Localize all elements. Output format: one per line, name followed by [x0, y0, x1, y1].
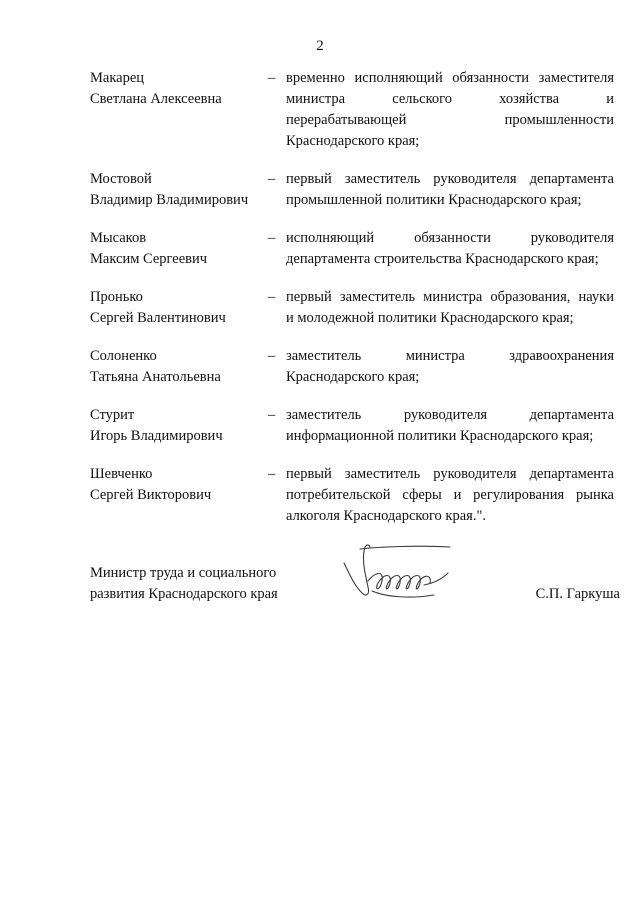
person-name: [90, 228, 268, 270]
position-description: [286, 287, 614, 329]
handwritten-signature: [338, 541, 468, 607]
position-line: департамента строительства Краснодарского края;: [286, 251, 599, 267]
position-line: алкоголя Краснодарского края.".: [286, 508, 487, 524]
dash-separator: –: [268, 466, 276, 482]
dash-separator: –: [268, 70, 276, 86]
dash-separator: –: [268, 230, 276, 246]
position-description: [286, 68, 614, 152]
person-given-names: Сергей Валентинович: [90, 310, 226, 326]
position-line: и молодежной политики Краснодарского края;: [286, 310, 574, 326]
position-line: заместитель министра здравоохранения: [286, 348, 614, 364]
dash-separator: –: [268, 348, 276, 364]
signatory-title-line: Министр труда и социального: [90, 565, 277, 581]
person-surname: Мысаков: [90, 230, 147, 246]
signatory-title-line: развития Краснодарского края: [90, 586, 278, 602]
position-line: исполняющий обязанности руководителя: [286, 230, 614, 246]
list-entry: [90, 68, 614, 152]
list-entry: [90, 464, 614, 527]
person-given-names: Светлана Алексеевна: [90, 91, 222, 107]
person-surname: Пронько: [90, 289, 143, 305]
position-line: Краснодарского края;: [286, 133, 420, 149]
position-line: первый заместитель руководителя департамента: [286, 466, 614, 482]
signatory-name: С.П. Гаркуша: [535, 586, 620, 602]
person-given-names: Татьяна Анатольевна: [90, 369, 221, 385]
person-surname: Мостовой: [90, 171, 152, 187]
list-entry: [90, 405, 614, 447]
person-given-names: Владимир Владимирович: [90, 192, 249, 208]
person-name: [90, 405, 268, 447]
position-description: [286, 228, 614, 270]
dash-separator: –: [268, 289, 276, 305]
position-description: [286, 464, 614, 527]
position-description: [286, 346, 614, 388]
position-line: перерабатывающей промышленности: [286, 112, 614, 128]
person-name: [90, 346, 268, 388]
position-line: заместитель руководителя департамента: [286, 407, 614, 423]
person-given-names: Максим Сергеевич: [90, 251, 208, 267]
list-entry: [90, 287, 614, 329]
position-line: Краснодарского края;: [286, 369, 420, 385]
dash-separator: –: [268, 407, 276, 423]
dash-separator: –: [268, 171, 276, 187]
signature-block: [90, 563, 620, 623]
person-surname: Макарец: [90, 70, 145, 86]
position-description: [286, 405, 614, 447]
position-line: промышленной политики Краснодарского края;: [286, 192, 582, 208]
position-description: [286, 169, 614, 211]
list-entry: [90, 169, 614, 211]
person-given-names: Игорь Владимирович: [90, 428, 223, 444]
official-list: [90, 68, 614, 544]
person-given-names: Сергей Викторович: [90, 487, 212, 503]
position-line: временно исполняющий обязанности заместителя: [286, 70, 614, 86]
position-line: первый заместитель министра образования, науки: [286, 289, 614, 305]
list-entry: [90, 228, 614, 270]
position-line: информационной политики Краснодарского края;: [286, 428, 594, 444]
person-name: [90, 68, 268, 152]
person-surname: Стурит: [90, 407, 135, 423]
person-name: [90, 287, 268, 329]
list-entry: [90, 346, 614, 388]
person-surname: Солоненко: [90, 348, 157, 364]
person-name: [90, 464, 268, 527]
person-name: [90, 169, 268, 211]
person-surname: Шевченко: [90, 466, 153, 482]
position-line: первый заместитель руководителя департамента: [286, 171, 614, 187]
page-number: 2: [316, 38, 324, 54]
position-line: министра сельского хозяйства и: [286, 91, 614, 107]
position-line: потребительской сферы и регулирования рынка: [286, 487, 614, 503]
